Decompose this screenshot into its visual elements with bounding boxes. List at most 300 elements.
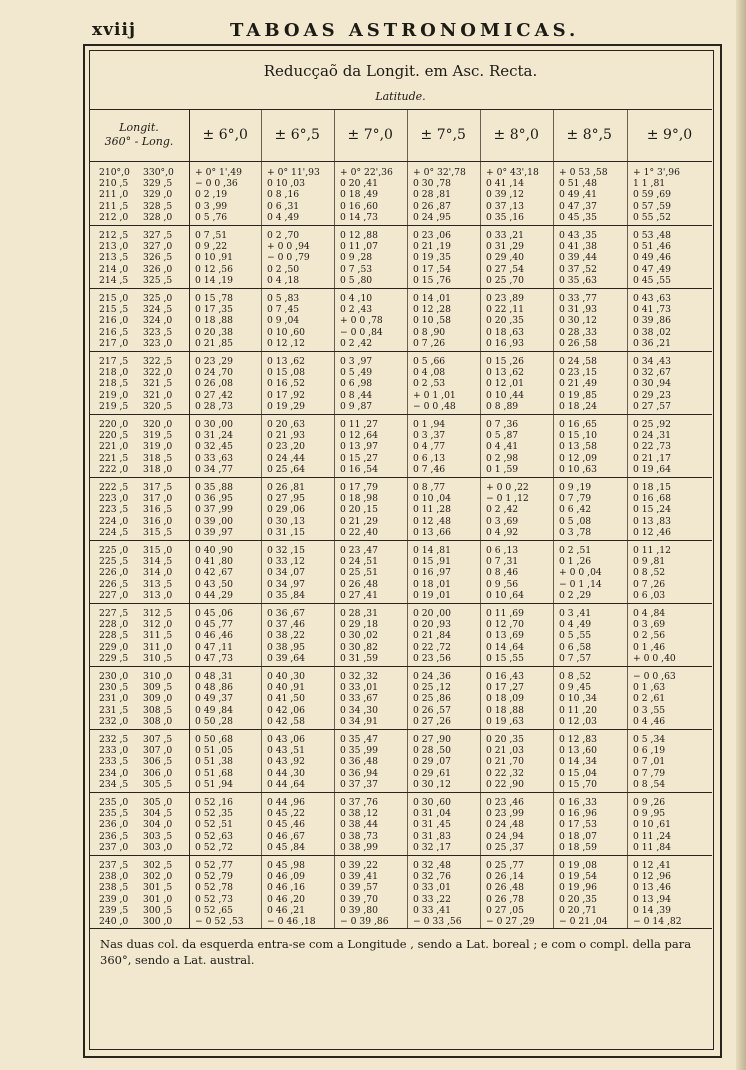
value-cell: 0 3 ,41 (559, 608, 592, 619)
complement-cell: 318 ,0 (143, 463, 173, 475)
complement-cell: 310 ,0 (143, 671, 173, 682)
value-cell: 0 17 ,35 (195, 304, 233, 316)
table-row (89, 716, 712, 728)
value-cell: 0 26 ,57 (413, 704, 451, 716)
complement-cell: 324 ,5 (143, 304, 173, 316)
longitude-cell: 232 ,5 (99, 734, 129, 745)
value-cell: 0 39 ,12 (486, 189, 524, 201)
value-cell: − 0 0 ,63 (633, 671, 676, 682)
value-cell: 0 23 ,47 (340, 545, 378, 556)
value-cell: 0 50 ,68 (195, 734, 233, 745)
value-cell: 0 14 ,39 (633, 904, 671, 916)
value-cell: 0 45 ,22 (267, 808, 305, 820)
value-cell: 0 9 ,95 (633, 808, 666, 820)
value-cell: 0 44 ,29 (195, 589, 233, 601)
value-cell: 0 26 ,14 (486, 871, 524, 883)
value-cell: 0 13 ,46 (633, 882, 671, 894)
complement-cell: 311 ,0 (143, 641, 173, 653)
complement-cell: 313 ,0 (143, 589, 173, 601)
value-cell: 0 13 ,83 (633, 515, 671, 527)
complement-cell: 328 ,0 (143, 211, 173, 223)
value-cell: 0 23 ,15 (559, 367, 597, 379)
value-cell: 0 2 ,56 (633, 630, 666, 642)
value-cell: 0 31 ,15 (267, 526, 305, 538)
value-cell: 0 23 ,99 (486, 808, 524, 820)
value-cell: 0 19 ,01 (413, 589, 451, 601)
longitude-cell: 230 ,5 (99, 682, 129, 694)
value-cell: 0 1 ,59 (486, 463, 519, 475)
value-cell: 0 13 ,60 (559, 745, 597, 757)
value-cell: 0 46 ,09 (267, 871, 305, 883)
value-cell: 0 43 ,35 (559, 230, 597, 241)
value-cell: + 0° 1',49 (195, 167, 242, 178)
complement-cell: 310 ,5 (143, 652, 173, 664)
value-cell: 0 34 ,77 (195, 463, 233, 475)
value-cell: 0 11 ,84 (633, 841, 671, 853)
complement-cell: 302 ,5 (143, 860, 173, 871)
longitude-cell: 227 ,0 (99, 589, 129, 601)
complement-cell: 312 ,0 (143, 619, 173, 631)
longitude-cell: 240 ,0 (99, 916, 129, 927)
value-cell: 0 11 ,12 (633, 545, 671, 556)
value-cell: 0 39 ,80 (340, 904, 378, 916)
value-cell: 0 5 ,55 (559, 630, 592, 642)
value-cell: 0 6 ,98 (340, 378, 373, 390)
value-cell: 0 17 ,79 (340, 482, 378, 493)
value-cell: 0 4 ,84 (633, 608, 666, 619)
value-cell: 0 33 ,63 (195, 452, 233, 464)
table-caption: Reducçaõ da Longit. em Asc. Recta. (263, 62, 538, 80)
complement-cell: 301 ,5 (143, 882, 173, 894)
value-cell: 0 19 ,85 (559, 389, 597, 401)
value-cell: 0 3 ,69 (633, 619, 666, 631)
value-cell: 0 19 ,35 (413, 252, 451, 264)
value-cell: 0 22 ,72 (413, 641, 451, 653)
value-cell: 0 10 ,60 (267, 326, 305, 338)
value-cell: 0 43 ,63 (633, 293, 671, 304)
value-cell: 0 2 ,50 (267, 263, 300, 275)
value-cell: 0 18 ,59 (559, 841, 597, 853)
value-cell: 0 23 ,06 (413, 230, 451, 241)
longitude-header (89, 121, 189, 149)
value-cell: 0 16 ,97 (413, 567, 451, 579)
value-cell: 0 27 ,90 (413, 734, 451, 745)
value-cell: 0 13 ,62 (267, 356, 305, 367)
value-cell: 0 10 ,64 (486, 589, 524, 601)
longitude-cell: 221 ,5 (99, 452, 129, 464)
value-cell: 0 49 ,46 (633, 252, 671, 264)
value-cell: 0 3 ,37 (413, 430, 446, 442)
value-cell: 0 37 ,46 (267, 619, 305, 631)
value-cell: 0 25 ,51 (340, 567, 378, 579)
value-cell: 0 10 ,91 (195, 252, 233, 264)
value-cell: 0 21 ,70 (486, 756, 524, 768)
value-cell: 0 18 ,88 (486, 704, 524, 716)
longitude-cell: 232 ,0 (99, 715, 129, 727)
value-cell: 0 6 ,13 (486, 545, 519, 556)
header-rule (89, 161, 712, 162)
value-cell: 0 35 ,47 (340, 734, 378, 745)
value-cell: 0 8 ,44 (340, 389, 373, 401)
complement-cell: 304 ,0 (143, 819, 173, 831)
value-cell: 0 9 ,81 (633, 556, 666, 568)
value-cell: 0 37 ,13 (486, 200, 524, 212)
longitude-cell: 216 ,5 (99, 326, 129, 338)
value-cell: 0 30 ,60 (413, 797, 451, 808)
value-cell: 0 15 ,24 (633, 504, 671, 516)
value-cell: + 0 0 ,94 (267, 241, 310, 253)
complement-cell: 312 ,5 (143, 608, 173, 619)
value-cell: 0 15 ,27 (340, 452, 378, 464)
value-cell: 0 16 ,52 (267, 378, 305, 390)
value-cell: 0 25 ,12 (413, 682, 451, 694)
value-cell: 0 27 ,54 (486, 263, 524, 275)
complement-cell: 305 ,0 (143, 797, 173, 808)
value-cell: 0 39 ,97 (195, 526, 233, 538)
value-cell: 0 37 ,37 (340, 778, 378, 790)
value-cell: 0 4 ,49 (267, 211, 300, 223)
longitude-cell: 213 ,5 (99, 252, 129, 264)
complement-cell: 300 ,5 (143, 904, 173, 916)
value-cell: 0 26 ,78 (486, 893, 524, 905)
value-cell: 0 34 ,97 (267, 578, 305, 590)
complement-cell: 314 ,0 (143, 567, 173, 579)
value-cell: 0 47 ,73 (195, 652, 233, 664)
value-cell: 0 9 ,22 (195, 241, 228, 253)
value-cell: 0 24 ,31 (633, 430, 671, 442)
value-cell: 0 38 ,44 (340, 819, 378, 831)
value-cell: 0 43 ,50 (195, 578, 233, 590)
group-rule (89, 855, 712, 856)
value-cell: − 0 1 ,12 (486, 493, 529, 505)
value-cell: 0 34 ,07 (267, 567, 305, 579)
value-cell: 0 12 ,09 (559, 452, 597, 464)
value-cell: 0 16 ,93 (486, 337, 524, 349)
longitude-cell: 239 ,0 (99, 893, 129, 905)
value-cell: 0 25 ,37 (486, 841, 524, 853)
value-cell: 0 26 ,48 (340, 578, 378, 590)
longitude-cell: 226 ,0 (99, 567, 129, 579)
value-cell: 0 12 ,70 (486, 619, 524, 631)
complement-cell: 325 ,5 (143, 274, 173, 286)
table-row (89, 338, 712, 350)
value-cell: 0 33 ,77 (559, 293, 597, 304)
longitude-cell: 211 ,0 (99, 189, 129, 201)
longitude-cell: 212 ,5 (99, 230, 129, 241)
value-cell: 0 15 ,04 (559, 767, 597, 779)
value-cell: 0 4 ,49 (559, 619, 592, 631)
longitude-cell: 211 ,5 (99, 200, 129, 212)
value-cell: 0 9 ,28 (340, 252, 373, 264)
value-cell: 0 46 ,46 (195, 630, 233, 642)
value-cell: 0 10 ,34 (559, 693, 597, 705)
value-cell: 0 31 ,04 (413, 808, 451, 820)
value-cell: 0 41 ,50 (267, 693, 305, 705)
value-cell: 0 45 ,55 (633, 274, 671, 286)
value-cell: 0 28 ,81 (413, 189, 451, 201)
value-cell: 0 47 ,11 (195, 641, 233, 653)
value-cell: 0 41 ,14 (486, 178, 524, 190)
longitude-cell: 210°,0 (99, 167, 130, 178)
value-cell: 0 18 ,09 (486, 693, 524, 705)
value-cell: 0 34 ,91 (340, 715, 378, 727)
value-cell: 0 28 ,50 (413, 745, 451, 757)
longitude-cell: 224 ,5 (99, 526, 129, 538)
value-cell: + 0° 22',36 (340, 167, 393, 178)
longitude-cell: 217 ,0 (99, 337, 129, 349)
value-cell: 0 32 ,45 (195, 441, 233, 453)
value-cell: 0 21 ,49 (559, 378, 597, 390)
longitude-cell: 218 ,0 (99, 367, 129, 379)
footnote: Nas duas col. da esquerda entra-se com a Longitude , sendo a Lat. boreal ; e com o compl. della para 360°, sendo a Lat. austral. (100, 937, 692, 967)
value-cell: 0 49 ,37 (195, 693, 233, 705)
value-cell: 0 21 ,03 (486, 745, 524, 757)
value-cell: 0 6 ,13 (413, 452, 446, 464)
value-cell: 0 18 ,24 (559, 400, 597, 412)
value-cell: 0 6 ,19 (633, 745, 666, 757)
value-cell: 0 24 ,51 (340, 556, 378, 568)
value-cell: 0 44 ,96 (267, 797, 305, 808)
value-cell: 0 30 ,00 (195, 419, 233, 430)
value-cell: 0 3 ,55 (633, 704, 666, 716)
value-cell: 0 53 ,48 (633, 230, 671, 241)
value-cell: 0 14 ,19 (195, 274, 233, 286)
value-cell: 0 20 ,63 (267, 419, 305, 430)
value-cell: 0 12 ,64 (340, 430, 378, 442)
value-cell: 0 13 ,58 (559, 441, 597, 453)
value-cell: + 0 0 ,40 (633, 652, 676, 664)
value-cell: 0 26 ,58 (559, 337, 597, 349)
value-cell: 0 35 ,16 (486, 211, 524, 223)
value-cell: 0 29 ,06 (267, 504, 305, 516)
value-cell: 0 10 ,44 (486, 389, 524, 401)
value-cell: 0 12 ,01 (486, 378, 524, 390)
longitude-cell: 223 ,0 (99, 493, 129, 505)
value-cell: 0 45 ,06 (195, 608, 233, 619)
value-cell: 0 25 ,86 (413, 693, 451, 705)
complement-cell: 304 ,5 (143, 808, 173, 820)
value-cell: 0 31 ,24 (195, 430, 233, 442)
value-cell: 0 14 ,81 (413, 545, 451, 556)
longitude-cell: 220 ,0 (99, 419, 129, 430)
longitude-cell: 238 ,5 (99, 882, 129, 894)
value-cell: 0 15 ,70 (559, 778, 597, 790)
value-cell: 0 18 ,88 (195, 315, 233, 327)
value-cell: 0 23 ,20 (267, 441, 305, 453)
value-cell: 0 12 ,96 (633, 871, 671, 883)
value-cell: 0 2 ,53 (413, 378, 446, 390)
value-cell: 0 7 ,79 (633, 767, 666, 779)
value-cell: 0 16 ,33 (559, 797, 597, 808)
longitude-cell: 226 ,5 (99, 578, 129, 590)
value-cell: 0 7 ,57 (559, 652, 592, 664)
value-cell: 0 3 ,99 (195, 200, 228, 212)
value-cell: 0 52 ,65 (195, 904, 233, 916)
value-cell: 0 19 ,64 (633, 463, 671, 475)
page-number: xviij (92, 20, 137, 40)
value-cell: 0 38 ,02 (633, 326, 671, 338)
value-cell: 0 7 ,79 (559, 493, 592, 505)
value-cell: 0 18 ,49 (340, 189, 378, 201)
longitude-cell: 213 ,0 (99, 241, 129, 253)
complement-cell: 302 ,0 (143, 871, 173, 883)
value-cell: 0 35 ,99 (340, 745, 378, 757)
longitude-cell: 228 ,5 (99, 630, 129, 642)
longitude-cell: 225 ,5 (99, 556, 129, 568)
latitude-header: ± 6°,5 (274, 127, 320, 143)
value-cell: 0 18 ,63 (486, 326, 524, 338)
value-cell: 0 2 ,29 (559, 589, 592, 601)
header-top-rule (89, 109, 712, 110)
value-cell: 0 20 ,41 (340, 178, 378, 190)
value-cell: 0 8 ,16 (267, 189, 300, 201)
complement-cell: 305 ,5 (143, 778, 173, 790)
value-cell: 0 22 ,40 (340, 526, 378, 538)
table-row (89, 590, 712, 602)
value-cell: − 0 33 ,56 (413, 916, 462, 927)
value-cell: 0 24 ,44 (267, 452, 305, 464)
value-cell: 0 1 ,26 (559, 556, 592, 568)
table-row (89, 842, 712, 854)
longitude-cell: 231 ,0 (99, 693, 129, 705)
value-cell: 0 20 ,38 (195, 326, 233, 338)
value-cell: 0 6 ,58 (559, 641, 592, 653)
longitude-cell: 214 ,5 (99, 274, 129, 286)
value-cell: 0 27 ,42 (195, 389, 233, 401)
longitude-cell: 239 ,5 (99, 904, 129, 916)
value-cell: 0 36 ,67 (267, 608, 305, 619)
value-cell: 0 19 ,08 (559, 860, 597, 871)
value-cell: 0 12 ,46 (633, 526, 671, 538)
complement-cell: 300 ,0 (143, 916, 173, 927)
value-cell: 0 11 ,07 (340, 241, 378, 253)
value-cell: 0 31 ,83 (413, 830, 451, 842)
longitude-cell: 229 ,5 (99, 652, 129, 664)
value-cell: 0 52 ,51 (195, 819, 233, 831)
group-rule (89, 351, 712, 352)
complement-cell: 303 ,5 (143, 830, 173, 842)
value-cell: 0 5 ,87 (486, 430, 519, 442)
value-cell: 0 38 ,73 (340, 830, 378, 842)
value-cell: 0 45 ,98 (267, 860, 305, 871)
value-cell: 0 20 ,71 (559, 904, 597, 916)
complement-cell: 321 ,5 (143, 378, 173, 390)
complement-cell: 324 ,0 (143, 315, 173, 327)
value-cell: 0 51 ,46 (633, 241, 671, 253)
value-cell: 0 10 ,03 (267, 178, 305, 190)
value-cell: 0 8 ,52 (633, 567, 666, 579)
group-rule (89, 792, 712, 793)
value-cell: 0 9 ,04 (267, 315, 300, 327)
value-cell: 0 23 ,89 (486, 293, 524, 304)
value-cell: 0 52 ,35 (195, 808, 233, 820)
value-cell: 0 5 ,08 (559, 515, 592, 527)
value-cell: − 0 46 ,18 (267, 916, 316, 927)
value-cell: 0 12 ,48 (413, 515, 451, 527)
latitude-header: ± 8°,0 (493, 127, 539, 143)
value-cell: 0 6 ,31 (267, 200, 300, 212)
value-cell: 0 39 ,44 (559, 252, 597, 264)
value-cell: + 0 53 ,58 (559, 167, 608, 178)
value-cell: 0 55 ,52 (633, 211, 671, 223)
value-cell: 0 36 ,21 (633, 337, 671, 349)
group-rule (89, 540, 712, 541)
value-cell: 0 41 ,38 (559, 241, 597, 253)
complement-cell: 326 ,5 (143, 252, 173, 264)
value-cell: 0 52 ,78 (195, 882, 233, 894)
value-cell: 0 25 ,64 (267, 463, 305, 475)
complement-cell: 320 ,5 (143, 400, 173, 412)
group-rule (89, 477, 712, 478)
complement-cell: 315 ,0 (143, 545, 173, 556)
complement-cell: 327 ,0 (143, 241, 173, 253)
value-cell: 0 8 ,90 (413, 326, 446, 338)
longitude-cell: 214 ,0 (99, 263, 129, 275)
value-cell: 0 19 ,96 (559, 882, 597, 894)
table-bottom-rule (89, 928, 712, 929)
value-cell: 0 31 ,45 (413, 819, 451, 831)
value-cell: 0 10 ,63 (559, 463, 597, 475)
longitude-cell: 233 ,5 (99, 756, 129, 768)
longitude-cell: 212 ,0 (99, 211, 129, 223)
value-cell: 0 24 ,70 (195, 367, 233, 379)
value-cell: 0 16 ,54 (340, 463, 378, 475)
value-cell: 0 4 ,92 (486, 526, 519, 538)
value-cell: 0 5 ,83 (267, 293, 300, 304)
value-cell: 0 39 ,86 (633, 315, 671, 327)
value-cell: 0 52 ,63 (195, 830, 233, 842)
value-cell: 0 1 ,63 (633, 682, 666, 694)
value-cell: 0 7 ,01 (633, 756, 666, 768)
value-cell: 0 47 ,37 (559, 200, 597, 212)
complement-cell: 311 ,5 (143, 630, 173, 642)
value-cell: 0 11 ,28 (413, 504, 451, 516)
value-cell: 0 51 ,38 (195, 756, 233, 768)
value-cell: − 0 21 ,04 (559, 916, 608, 927)
complement-cell: 323 ,0 (143, 337, 173, 349)
value-cell: 0 30 ,12 (559, 315, 597, 327)
value-cell: 0 39 ,22 (340, 860, 378, 871)
value-cell: 0 20 ,93 (413, 619, 451, 631)
longitude-header-line1: Longit. (119, 121, 159, 134)
value-cell: 0 21 ,29 (340, 515, 378, 527)
value-cell: 0 2 ,43 (340, 304, 373, 316)
page-edge (736, 0, 746, 1070)
value-cell: − 0 39 ,86 (340, 916, 389, 927)
value-cell: + 0° 11',93 (267, 167, 320, 178)
value-cell: 0 29 ,40 (486, 252, 524, 264)
value-cell: 0 37 ,76 (340, 797, 378, 808)
value-cell: 0 8 ,52 (559, 671, 592, 682)
value-cell: 0 49 ,84 (195, 704, 233, 716)
longitude-cell: 210 ,5 (99, 178, 129, 190)
table-subcaption: Latitude. (375, 90, 426, 103)
longitude-cell: 237 ,5 (99, 860, 129, 871)
value-cell: 0 10 ,04 (413, 493, 451, 505)
value-cell: 0 13 ,94 (633, 893, 671, 905)
table-row (89, 916, 712, 928)
value-cell: 0 39 ,00 (195, 515, 233, 527)
value-cell: 0 24 ,94 (486, 830, 524, 842)
value-cell: 0 39 ,64 (267, 652, 305, 664)
value-cell: 0 29 ,61 (413, 767, 451, 779)
group-rule (89, 225, 712, 226)
value-cell: 0 19 ,54 (559, 871, 597, 883)
value-cell: 0 8 ,77 (413, 482, 446, 493)
value-cell: 0 27 ,57 (633, 400, 671, 412)
value-cell: 0 46 ,20 (267, 893, 305, 905)
complement-cell: 313 ,5 (143, 578, 173, 590)
